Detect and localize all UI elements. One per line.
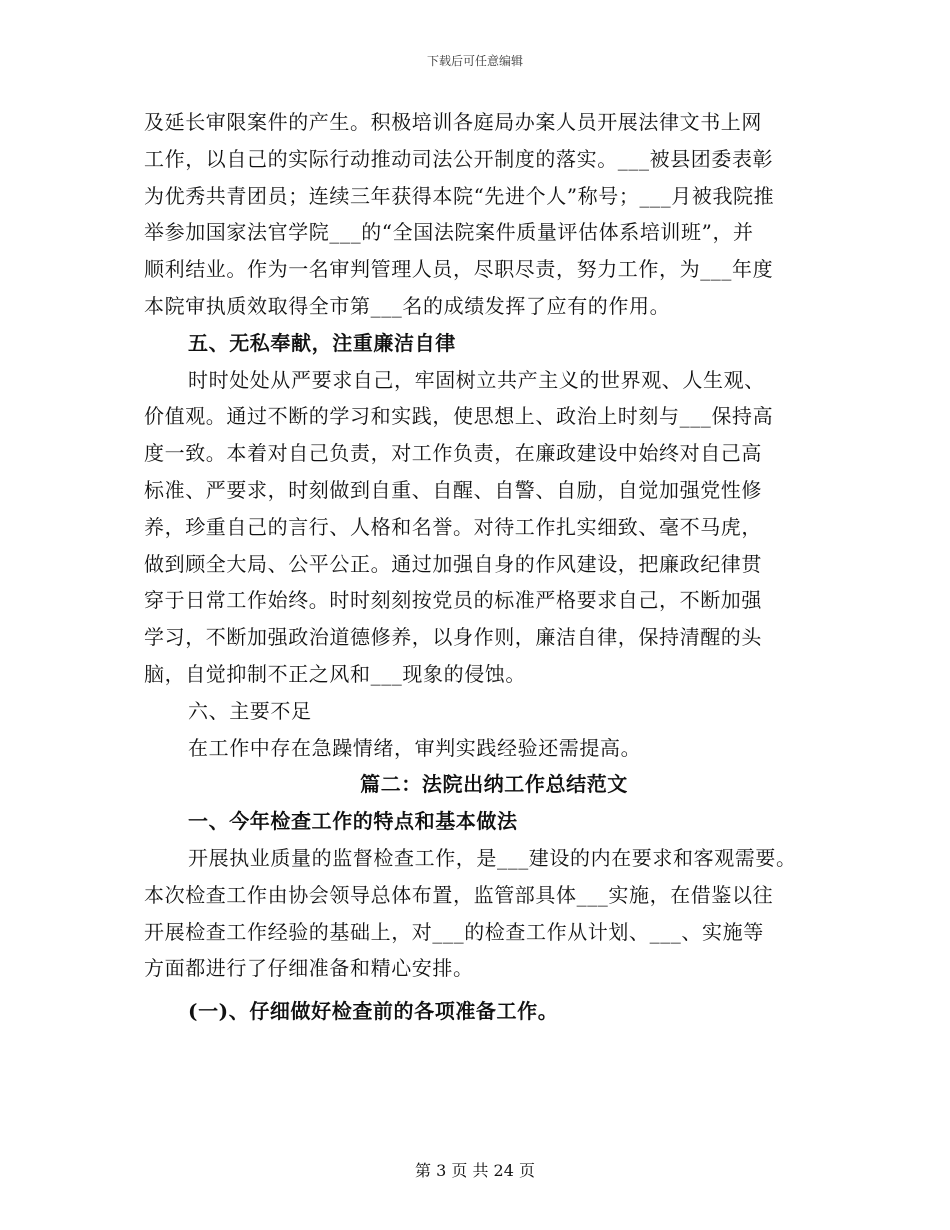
paragraph-line: 学习，不断加强政治道德修养，以身作则，廉洁自律，保持清醒的头 [144,625,762,650]
paragraph-line: 举参加国家法官学院___的“全国法院案件质量评估体系培训班”，并 [144,220,754,245]
paragraph-line: 在工作中存在急躁情绪，审判实践经验还需提高。 [188,735,642,760]
paragraph-line: 度一致。本着对自己负责，对工作负责，在廉政建设中始终对自己高 [144,441,762,466]
paragraph-line: 本次检查工作由协会领导总体布置，监管部具体___实施，在借鉴以往 [144,882,774,907]
section-heading: 五、无私奉献，注重廉洁自律 [188,330,456,355]
document-body [144,104,844,1030]
paragraph-line: 本院审执质效取得全市第___名的成绩发挥了应有的作用。 [144,293,671,318]
paragraph-line: 价值观。通过不断的学习和实践，使思想上、政治上时刻与___保持高 [144,404,774,429]
paragraph-line: 脑，自觉抑制不正之风和___现象的侵蚀。 [144,661,526,686]
subsection-heading: (一)、仔细做好检查前的各项准备工作。 [188,999,559,1024]
paragraph-line: 及延长审限案件的产生。积极培训各庭局办案人员开展法律文书上网 [144,110,762,134]
paragraph-line: 顺利结业。作为一名审判管理人员，尽职尽责，努力工作，为___年度 [144,257,774,282]
paragraph-line: 方面都进行了仔细准备和精心安排。 [144,956,474,981]
paragraph-line: 工作，以自己的实际行动推动司法公开制度的落实。___被县团委表彰 [144,146,774,171]
article-title: 篇二：法院出纳工作总结范文 [360,772,628,797]
paragraph-line: 开展检查工作经验的基础上，对___的检查工作从计划、___、实施等 [144,919,764,944]
page-footer: 第 3 页 共 24 页 [415,1161,535,1180]
paragraph-line: 时时处处从严要求自己，牢固树立共产主义的世界观、人生观、 [188,367,765,392]
section-heading: 六、主要不足 [188,698,312,723]
section-heading: 一、今年检查工作的特点和基本做法 [188,809,518,834]
paragraph-line: 养，珍重自己的言行、人格和名誉。对待工作扎实细致、毫不马虎， [144,514,762,539]
paragraph-line: 标准、严要求，时刻做到自重、自醒、自警、自励，自觉加强党性修 [144,477,762,502]
paragraph-line: 开展执业质量的监督检查工作，是___建设的内在要求和客观需要。 [188,845,797,870]
page-header: 下载后可任意编辑 [426,54,523,68]
paragraph-line: 穿于日常工作始终。时时刻刻按党员的标准严格要求自己，不断加强 [144,588,762,613]
paragraph-line: 为优秀共青团员；连续三年获得本院“先进个人”称号；___月被我院推 [144,183,775,208]
paragraph-line: 做到顾全大局、公平公正。通过加强自身的作风建设，把廉政纪律贯 [144,551,762,576]
